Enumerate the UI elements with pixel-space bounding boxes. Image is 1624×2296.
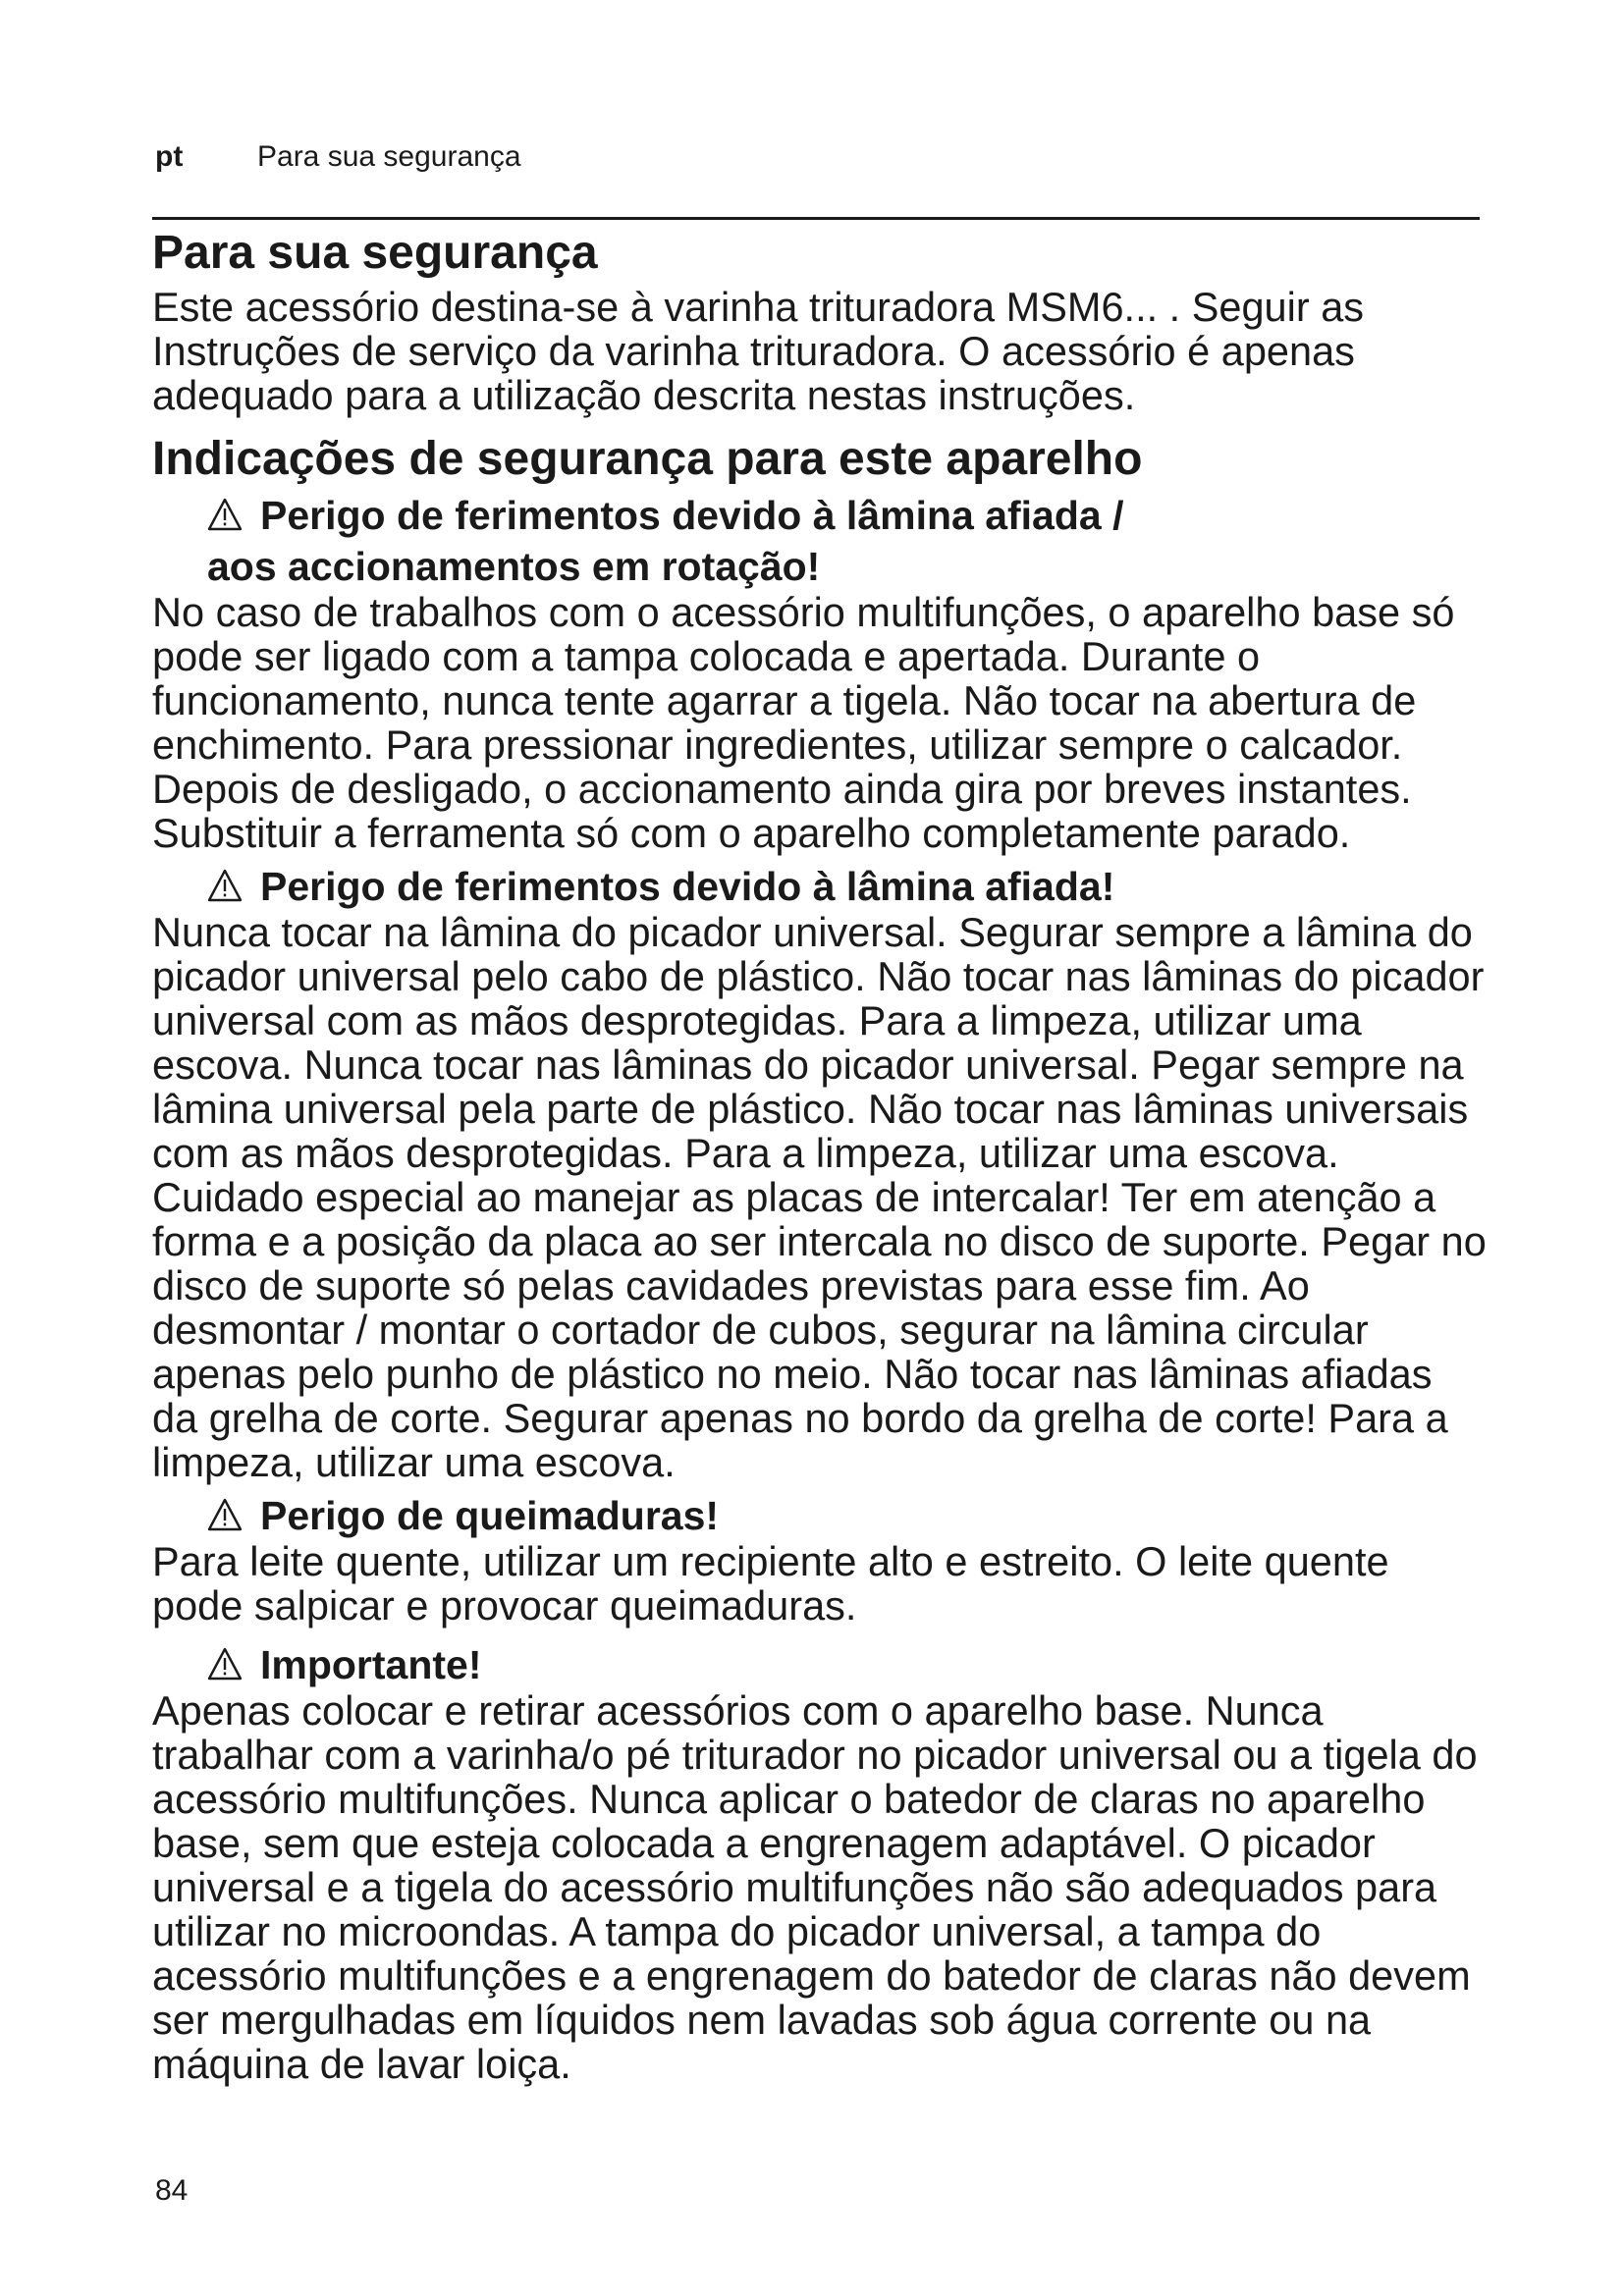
warning-title-4: Importante! — [260, 1642, 482, 1687]
language-code: pt — [155, 140, 184, 173]
running-header — [155, 139, 521, 175]
warning-triangle-icon — [207, 1647, 243, 1681]
running-section-title: Para sua segurança — [257, 140, 521, 173]
warning-text-1: No caso de trabalhos com o acessório multifunções, o aparelho base só pode ser ligado com a tampa colocada e apertada. Durante o funcionamento, nunca tente agarrar a tigela. Não tocar na abertura de enchimento. Para pressionar ingredientes, utilizar sempre o calcador. Depois de desligado, o accionamento ainda gira por breves instantes. Substituir a ferramenta só com o aparelho completamente parado. — [152, 589, 1455, 856]
warning-text-3: Para leite quente, utilizar um recipiente alto e estreito. O leite quente pode salpicar e provocar queimaduras. — [152, 1538, 1389, 1629]
page-number: 84 — [155, 2174, 189, 2207]
page-title: Para sua segurança — [152, 227, 598, 279]
warning-triangle-icon — [207, 869, 243, 902]
warning-text-2: Nunca tocar na lâmina do picador universal. Segurar sempre a lâmina do picador universal pelo cabo de plástico. Não tocar nas lâminas do picador universal com as mãos desprotegidas. Para a limpeza, utilizar uma escova. Nunca tocar nas lâminas do picador universal. Pegar sempre na lâmina universal pela parte de plástico. Não tocar nas lâminas universais com as mãos desprotegidas. Para a limpeza, utilizar uma escova. Cuidado especial ao manejar as placas de intercalar! Ter em atenção a forma e a posição da placa ao ser intercala no disco de suporte. Pegar no disco de suporte só pelas cavidades previstas para esse fim. Ao desmontar / montar o cortador de cubos, segurar na lâmina circular apenas pelo punho de plástico no meio. Não tocar nas lâminas afiadas da grelha de corte. Segurar apenas no bordo da grelha de corte! Para a limpeza, utilizar uma escova. — [152, 909, 1487, 1485]
warning-title-3: Perigo de queimaduras! — [260, 1493, 720, 1538]
section-heading: Indicações de segurança para este aparelho — [152, 433, 1143, 485]
warning-text-4: Apenas colocar e retirar acessórios com o aparelho base. Nunca trabalhar com a varinha/o pé triturador no picador universal ou a tigela do acessório multifunções. Nunca aplicar o batedor de claras no aparelho base, sem que esteja colocada a engrenagem adaptável. O picador universal e a tigela do acessório multifunções não são adequados para utilizar no microondas. A tampa do picador universal, a tampa do acessório multifunções e a engrenagem do batedor de claras não devem ser mergulhadas em líquidos nem lavadas sob água corrente ou na máquina de lavar loiça. — [152, 1687, 1478, 2087]
warning-heading-2 — [152, 863, 1488, 910]
intro-paragraph: Este acessório destina-se à varinha trituradora MSM6... . Seguir as Instruções de serviço da varinha trituradora. O acessório é apenas adequado para a utilização descrita nestas instruções. — [152, 284, 1365, 418]
warning-heading-1 — [152, 492, 1488, 590]
warning-title-1a: Perigo de ferimentos devido à lâmina afiada / — [260, 493, 1124, 538]
warning-title-1b: aos accionamentos em rotação! — [207, 544, 821, 589]
warning-title-2: Perigo de ferimentos devido à lâmina afiada! — [260, 864, 1115, 909]
header-divider — [152, 217, 1480, 220]
page-content — [152, 222, 1488, 2086]
warning-heading-4 — [152, 1641, 1488, 1688]
warning-heading-3 — [152, 1492, 1488, 1539]
warning-triangle-icon — [207, 498, 243, 531]
warning-triangle-icon — [207, 1498, 243, 1531]
